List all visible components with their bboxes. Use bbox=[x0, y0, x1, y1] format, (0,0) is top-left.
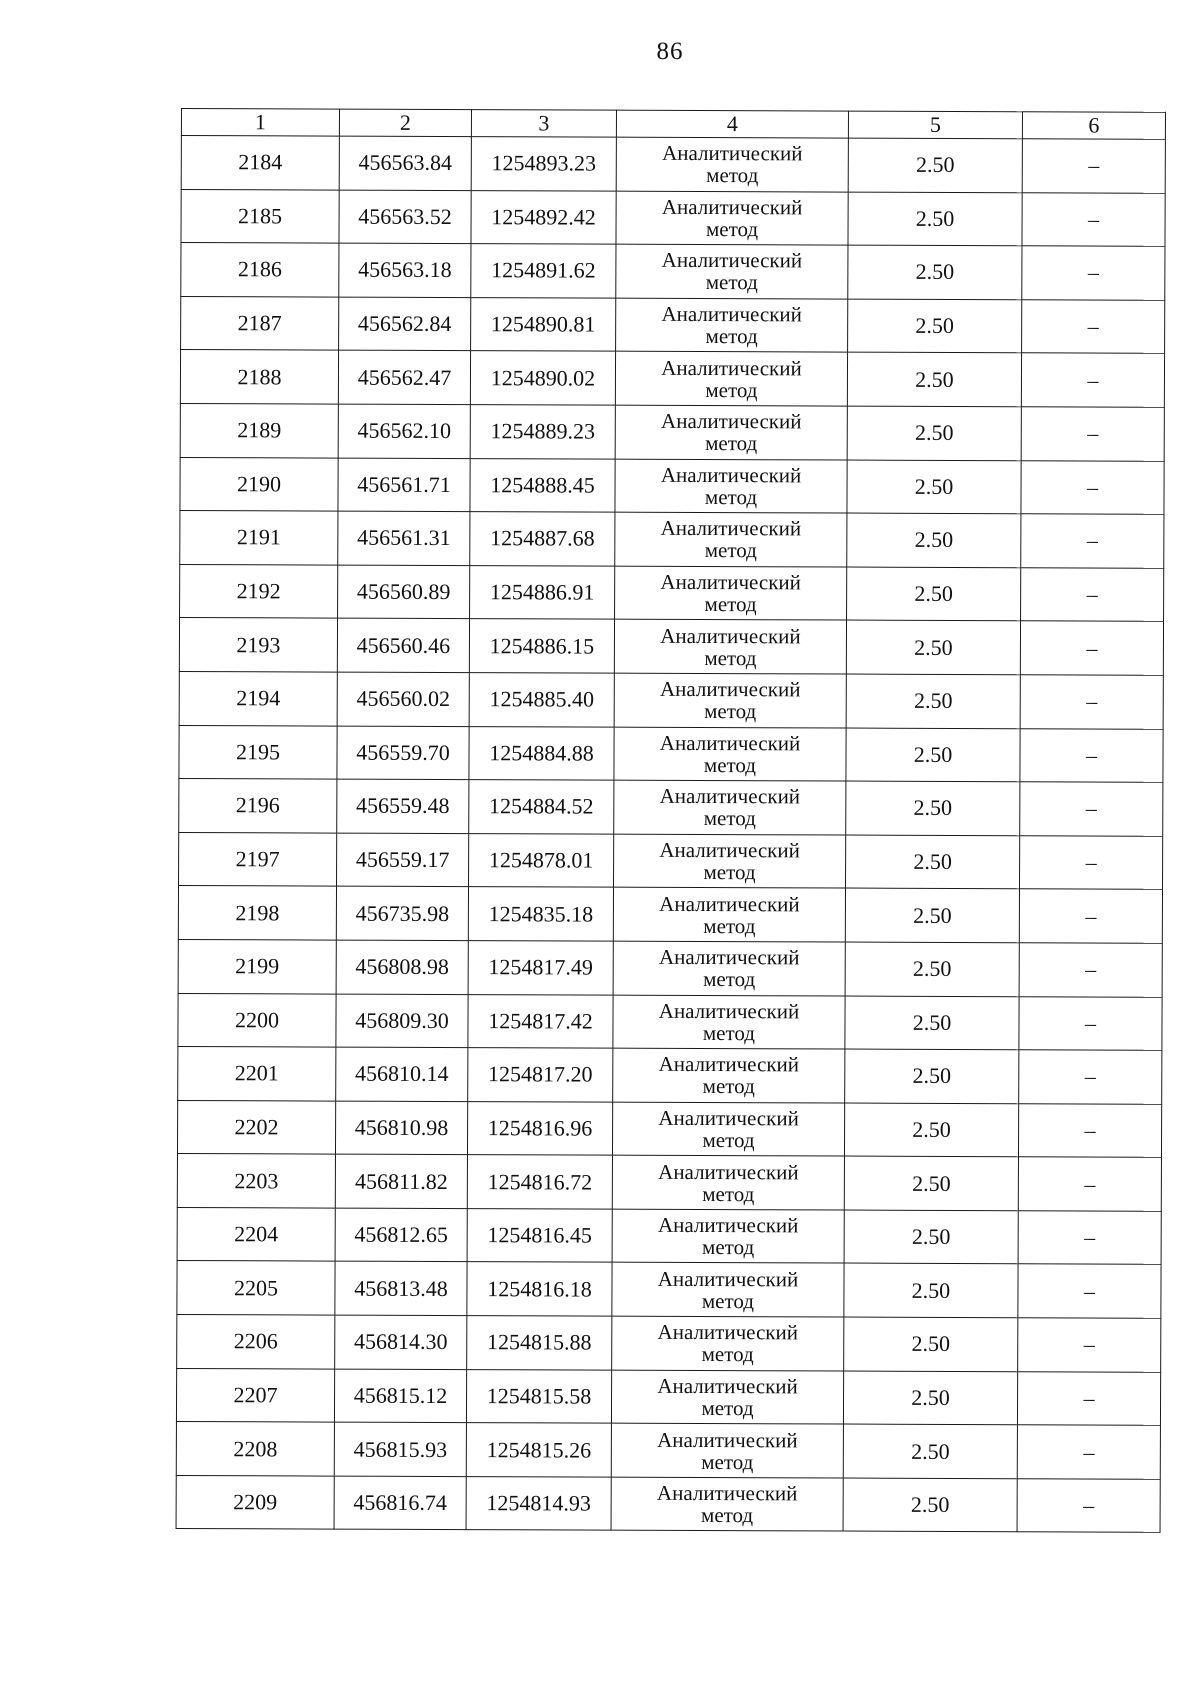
method-line-1: Аналитический bbox=[661, 355, 802, 381]
note-cell: – bbox=[1018, 1103, 1161, 1157]
x-coordinate-cell: 456563.18 bbox=[339, 243, 471, 297]
method-line-2: метод bbox=[704, 699, 757, 724]
point-number-cell: 2187 bbox=[181, 296, 339, 350]
point-number-cell: 2188 bbox=[180, 350, 338, 404]
x-coordinate-cell: 456560.02 bbox=[337, 672, 469, 726]
y-coordinate-cell: 1254835.18 bbox=[468, 887, 613, 941]
table-row bbox=[177, 1315, 1161, 1372]
note-cell: – bbox=[1017, 1371, 1160, 1425]
method-cell bbox=[615, 405, 847, 459]
note-cell: – bbox=[1017, 1425, 1160, 1479]
method-line-1: Аналитический bbox=[656, 1480, 798, 1506]
y-coordinate-cell: 1254817.42 bbox=[468, 994, 613, 1048]
x-coordinate-cell: 456815.93 bbox=[334, 1422, 466, 1476]
x-coordinate-cell: 456562.84 bbox=[339, 297, 471, 351]
point-number-cell: 2206 bbox=[177, 1315, 335, 1369]
y-coordinate-cell: 1254886.15 bbox=[469, 619, 614, 673]
method-cell bbox=[614, 620, 846, 674]
note-cell: – bbox=[1021, 567, 1164, 621]
method-line-2: метод bbox=[703, 967, 756, 992]
coordinates-table bbox=[176, 108, 1166, 1533]
method-cell bbox=[613, 887, 845, 941]
method-line-2: метод bbox=[702, 1235, 755, 1260]
method-cell bbox=[612, 1263, 844, 1317]
accuracy-value-cell: 2.50 bbox=[844, 1210, 1018, 1264]
x-coordinate-cell: 456808.98 bbox=[336, 940, 468, 994]
table-row bbox=[177, 1100, 1161, 1157]
table-row bbox=[179, 779, 1163, 836]
method-line-2: метод bbox=[704, 645, 757, 670]
accuracy-value-cell: 2.50 bbox=[848, 138, 1022, 192]
accuracy-value-cell: 2.50 bbox=[846, 674, 1020, 728]
y-coordinate-cell: 1254890.81 bbox=[471, 297, 616, 351]
header-row bbox=[181, 109, 1165, 140]
method-cell bbox=[614, 780, 846, 834]
point-number-cell: 2208 bbox=[176, 1422, 334, 1476]
method-line-2: метод bbox=[705, 270, 758, 295]
method-line-1: Аналитический bbox=[657, 1213, 799, 1238]
y-coordinate-cell: 1254891.62 bbox=[471, 244, 616, 298]
method-line-1: Аналитический bbox=[658, 998, 800, 1024]
method-cell bbox=[616, 137, 848, 191]
y-coordinate-cell: 1254814.93 bbox=[466, 1476, 611, 1530]
accuracy-value-cell: 2.50 bbox=[847, 567, 1021, 621]
point-number-cell: 2197 bbox=[179, 832, 337, 886]
method-line-2: метод bbox=[704, 592, 757, 617]
method-line-1: Аналитический bbox=[662, 141, 803, 166]
method-cell bbox=[613, 1048, 845, 1102]
method-cell bbox=[614, 834, 846, 888]
method-cell bbox=[611, 1370, 843, 1424]
y-coordinate-cell: 1254815.88 bbox=[467, 1316, 612, 1370]
method-line-2: метод bbox=[702, 1020, 756, 1046]
column-header: 4 bbox=[616, 110, 848, 138]
table-row bbox=[181, 189, 1165, 246]
point-number-cell: 2202 bbox=[177, 1100, 335, 1154]
table-row bbox=[180, 511, 1164, 568]
accuracy-value-cell: 2.50 bbox=[846, 781, 1020, 835]
method-cell bbox=[611, 1423, 843, 1477]
method-line-2: метод bbox=[705, 216, 759, 242]
note-cell: – bbox=[1018, 1264, 1161, 1318]
method-line-1: Аналитический bbox=[661, 194, 803, 220]
method-line-1: Аналитический bbox=[657, 1266, 799, 1292]
column-header: 6 bbox=[1022, 112, 1165, 140]
method-line-1: Аналитический bbox=[658, 1052, 800, 1077]
note-cell: – bbox=[1018, 1211, 1161, 1265]
x-coordinate-cell: 456561.31 bbox=[338, 511, 470, 565]
method-line-1: Аналитический bbox=[658, 945, 800, 970]
point-number-cell: 2190 bbox=[180, 457, 338, 511]
note-cell: – bbox=[1022, 192, 1165, 246]
point-number-cell: 2186 bbox=[181, 243, 339, 297]
method-line-2: метод bbox=[701, 1503, 754, 1528]
method-line-2: метод bbox=[705, 431, 758, 456]
note-cell: – bbox=[1019, 889, 1162, 943]
y-coordinate-cell: 1254878.01 bbox=[469, 833, 614, 887]
y-coordinate-cell: 1254816.72 bbox=[467, 1155, 612, 1209]
page-number: 86 bbox=[656, 38, 684, 65]
x-coordinate-cell: 456560.46 bbox=[337, 618, 469, 672]
method-cell bbox=[616, 191, 848, 245]
table-row bbox=[181, 296, 1165, 353]
accuracy-value-cell: 2.50 bbox=[846, 728, 1020, 782]
method-cell bbox=[611, 1477, 843, 1531]
point-number-cell: 2209 bbox=[176, 1475, 334, 1529]
point-number-cell: 2193 bbox=[179, 618, 337, 672]
method-cell bbox=[616, 298, 848, 352]
point-number-cell: 2200 bbox=[178, 993, 336, 1047]
point-number-cell: 2204 bbox=[177, 1207, 335, 1261]
accuracy-value-cell: 2.50 bbox=[847, 352, 1021, 406]
table-row bbox=[178, 993, 1162, 1050]
method-line-1: Аналитический bbox=[657, 1373, 798, 1399]
y-coordinate-cell: 1254816.45 bbox=[467, 1208, 612, 1262]
method-cell bbox=[614, 673, 846, 727]
table-row bbox=[181, 243, 1165, 300]
method-cell bbox=[615, 512, 847, 566]
table-row bbox=[177, 1261, 1161, 1318]
method-line-2: метод bbox=[704, 538, 757, 563]
table-row bbox=[181, 136, 1165, 193]
note-cell: – bbox=[1022, 246, 1165, 300]
y-coordinate-cell: 1254887.68 bbox=[470, 512, 615, 566]
x-coordinate-cell: 456815.12 bbox=[334, 1369, 466, 1423]
method-cell bbox=[612, 1102, 844, 1156]
method-line-1: Аналитический bbox=[659, 891, 800, 916]
x-coordinate-cell: 456559.70 bbox=[337, 726, 469, 780]
method-line-2: метод bbox=[702, 1127, 755, 1153]
x-coordinate-cell: 456563.52 bbox=[339, 190, 471, 244]
note-cell: – bbox=[1020, 835, 1163, 889]
accuracy-value-cell: 2.50 bbox=[845, 942, 1019, 996]
x-coordinate-cell: 456560.89 bbox=[338, 565, 470, 619]
note-cell: – bbox=[1021, 460, 1164, 514]
method-cell bbox=[612, 1316, 844, 1370]
table-row bbox=[178, 1047, 1162, 1104]
point-number-cell: 2195 bbox=[179, 725, 337, 779]
note-cell: – bbox=[1018, 1318, 1161, 1372]
note-cell: – bbox=[1021, 407, 1164, 461]
note-cell: – bbox=[1021, 353, 1164, 407]
x-coordinate-cell: 456813.48 bbox=[335, 1262, 467, 1316]
x-coordinate-cell: 456562.10 bbox=[338, 404, 470, 458]
note-cell: – bbox=[1019, 943, 1162, 997]
column-header: 3 bbox=[471, 110, 616, 138]
accuracy-value-cell: 2.50 bbox=[844, 1264, 1018, 1318]
note-cell: – bbox=[1018, 1157, 1161, 1211]
y-coordinate-cell: 1254890.02 bbox=[470, 351, 615, 405]
y-coordinate-cell: 1254892.42 bbox=[471, 190, 616, 244]
accuracy-value-cell: 2.50 bbox=[847, 406, 1021, 460]
method-line-1: Аналитический bbox=[659, 677, 801, 702]
y-coordinate-cell: 1254816.18 bbox=[467, 1262, 612, 1316]
method-line-1: Аналитический bbox=[659, 730, 801, 756]
method-line-2: метод bbox=[705, 324, 758, 349]
note-cell: – bbox=[1020, 728, 1163, 782]
method-line-1: Аналитический bbox=[661, 248, 803, 273]
accuracy-value-cell: 2.50 bbox=[848, 245, 1022, 299]
table-row bbox=[179, 618, 1163, 675]
method-line-1: Аналитический bbox=[661, 301, 802, 327]
method-line-2: метод bbox=[703, 913, 756, 938]
method-cell bbox=[612, 1209, 844, 1263]
point-number-cell: 2196 bbox=[179, 779, 337, 833]
x-coordinate-cell: 456735.98 bbox=[336, 886, 468, 940]
accuracy-value-cell: 2.50 bbox=[844, 1317, 1018, 1371]
method-line-2: метод bbox=[702, 1181, 755, 1206]
x-coordinate-cell: 456559.48 bbox=[337, 779, 469, 833]
method-cell bbox=[614, 727, 846, 781]
point-number-cell: 2198 bbox=[178, 886, 336, 940]
point-number-cell: 2199 bbox=[178, 939, 336, 993]
method-line-2: метод bbox=[701, 1449, 754, 1474]
method-cell bbox=[615, 459, 847, 513]
column-header: 1 bbox=[181, 109, 339, 137]
method-cell bbox=[616, 244, 848, 298]
x-coordinate-cell: 456812.65 bbox=[335, 1208, 467, 1262]
table-header bbox=[181, 109, 1165, 140]
point-number-cell: 2207 bbox=[176, 1368, 334, 1422]
method-line-1: Аналитический bbox=[661, 409, 802, 434]
table-row bbox=[180, 564, 1164, 621]
y-coordinate-cell: 1254884.88 bbox=[469, 726, 614, 780]
method-line-1: Аналитический bbox=[660, 569, 801, 595]
y-coordinate-cell: 1254817.20 bbox=[468, 1048, 613, 1102]
accuracy-value-cell: 2.50 bbox=[844, 1156, 1018, 1210]
accuracy-value-cell: 2.50 bbox=[843, 1424, 1017, 1478]
method-line-2: метод bbox=[703, 860, 756, 885]
method-line-1: Аналитический bbox=[660, 623, 801, 649]
accuracy-value-cell: 2.50 bbox=[848, 299, 1022, 353]
table-row bbox=[178, 886, 1162, 943]
note-cell: – bbox=[1020, 621, 1163, 675]
y-coordinate-cell: 1254815.26 bbox=[466, 1423, 611, 1477]
method-line-2: метод bbox=[704, 484, 758, 510]
accuracy-value-cell: 2.50 bbox=[847, 513, 1021, 567]
y-coordinate-cell: 1254816.96 bbox=[467, 1101, 612, 1155]
point-number-cell: 2194 bbox=[179, 671, 337, 725]
method-cell bbox=[612, 1155, 844, 1209]
method-line-2: метод bbox=[705, 377, 758, 402]
x-coordinate-cell: 456559.17 bbox=[337, 833, 469, 887]
method-line-2: метод bbox=[703, 752, 757, 778]
accuracy-value-cell: 2.50 bbox=[844, 1103, 1018, 1157]
note-cell: – bbox=[1022, 300, 1165, 354]
y-coordinate-cell: 1254885.40 bbox=[469, 673, 614, 727]
table-row bbox=[179, 671, 1163, 728]
table-body bbox=[176, 136, 1165, 1533]
note-cell: – bbox=[1019, 996, 1162, 1050]
y-coordinate-cell: 1254884.52 bbox=[469, 780, 614, 834]
y-coordinate-cell: 1254886.91 bbox=[470, 565, 615, 619]
method-line-1: Аналитический bbox=[658, 1105, 799, 1131]
accuracy-value-cell: 2.50 bbox=[843, 1478, 1017, 1532]
point-number-cell: 2189 bbox=[180, 403, 338, 457]
method-line-1: Аналитический bbox=[660, 462, 802, 488]
point-number-cell: 2191 bbox=[180, 511, 338, 565]
accuracy-value-cell: 2.50 bbox=[846, 835, 1020, 889]
y-coordinate-cell: 1254817.49 bbox=[468, 941, 613, 995]
point-number-cell: 2203 bbox=[177, 1154, 335, 1208]
point-number-cell: 2185 bbox=[181, 189, 339, 243]
method-cell bbox=[615, 352, 847, 406]
method-line-2: метод bbox=[701, 1395, 754, 1421]
method-line-2: метод bbox=[703, 806, 756, 831]
table-row bbox=[176, 1368, 1160, 1425]
column-header: 5 bbox=[848, 111, 1022, 139]
x-coordinate-cell: 456809.30 bbox=[336, 994, 468, 1048]
column-header: 2 bbox=[339, 109, 471, 137]
point-number-cell: 2192 bbox=[180, 564, 338, 618]
method-line-2: метод bbox=[701, 1288, 755, 1313]
method-line-1: Аналитический bbox=[659, 784, 801, 809]
table-row bbox=[180, 457, 1164, 514]
accuracy-value-cell: 2.50 bbox=[845, 888, 1019, 942]
x-coordinate-cell: 456561.71 bbox=[338, 458, 470, 512]
x-coordinate-cell: 456816.74 bbox=[334, 1476, 466, 1530]
note-cell: – bbox=[1021, 514, 1164, 568]
note-cell: – bbox=[1022, 139, 1165, 193]
method-line-2: метод bbox=[702, 1074, 755, 1099]
point-number-cell: 2184 bbox=[181, 136, 339, 190]
table-row bbox=[177, 1154, 1161, 1211]
x-coordinate-cell: 456811.82 bbox=[335, 1154, 467, 1208]
accuracy-value-cell: 2.50 bbox=[846, 620, 1020, 674]
method-line-1: Аналитический bbox=[658, 1159, 799, 1184]
accuracy-value-cell: 2.50 bbox=[845, 996, 1019, 1050]
table-row bbox=[176, 1422, 1160, 1479]
table-row bbox=[179, 725, 1163, 782]
method-cell bbox=[613, 941, 845, 995]
table-row bbox=[180, 350, 1164, 407]
x-coordinate-cell: 456810.98 bbox=[335, 1101, 467, 1155]
x-coordinate-cell: 456810.14 bbox=[336, 1047, 468, 1101]
table-row bbox=[178, 939, 1162, 996]
y-coordinate-cell: 1254889.23 bbox=[470, 405, 615, 459]
note-cell: – bbox=[1017, 1479, 1160, 1533]
method-line-2: метод bbox=[706, 163, 759, 188]
table-row bbox=[176, 1475, 1160, 1532]
method-line-1: Аналитический bbox=[659, 837, 800, 863]
method-line-1: Аналитический bbox=[657, 1427, 798, 1452]
method-line-1: Аналитический bbox=[657, 1320, 799, 1345]
point-number-cell: 2205 bbox=[177, 1261, 335, 1315]
table-row bbox=[177, 1207, 1161, 1264]
x-coordinate-cell: 456814.30 bbox=[335, 1315, 467, 1369]
note-cell: – bbox=[1020, 675, 1163, 729]
x-coordinate-cell: 456562.47 bbox=[338, 350, 470, 404]
accuracy-value-cell: 2.50 bbox=[847, 460, 1021, 514]
method-cell bbox=[615, 566, 847, 620]
method-line-2: метод bbox=[701, 1342, 754, 1367]
x-coordinate-cell: 456563.84 bbox=[339, 136, 471, 190]
table-row bbox=[179, 832, 1163, 889]
y-coordinate-cell: 1254888.45 bbox=[470, 458, 615, 512]
accuracy-value-cell: 2.50 bbox=[843, 1371, 1017, 1425]
y-coordinate-cell: 1254815.58 bbox=[466, 1369, 611, 1423]
method-cell bbox=[613, 995, 845, 1049]
point-number-cell: 2201 bbox=[178, 1047, 336, 1101]
y-coordinate-cell: 1254893.23 bbox=[471, 137, 616, 191]
table-row bbox=[180, 403, 1164, 460]
accuracy-value-cell: 2.50 bbox=[845, 1049, 1019, 1103]
note-cell: – bbox=[1020, 782, 1163, 836]
method-line-1: Аналитический bbox=[660, 516, 802, 541]
accuracy-value-cell: 2.50 bbox=[848, 192, 1022, 246]
note-cell: – bbox=[1019, 1050, 1162, 1104]
